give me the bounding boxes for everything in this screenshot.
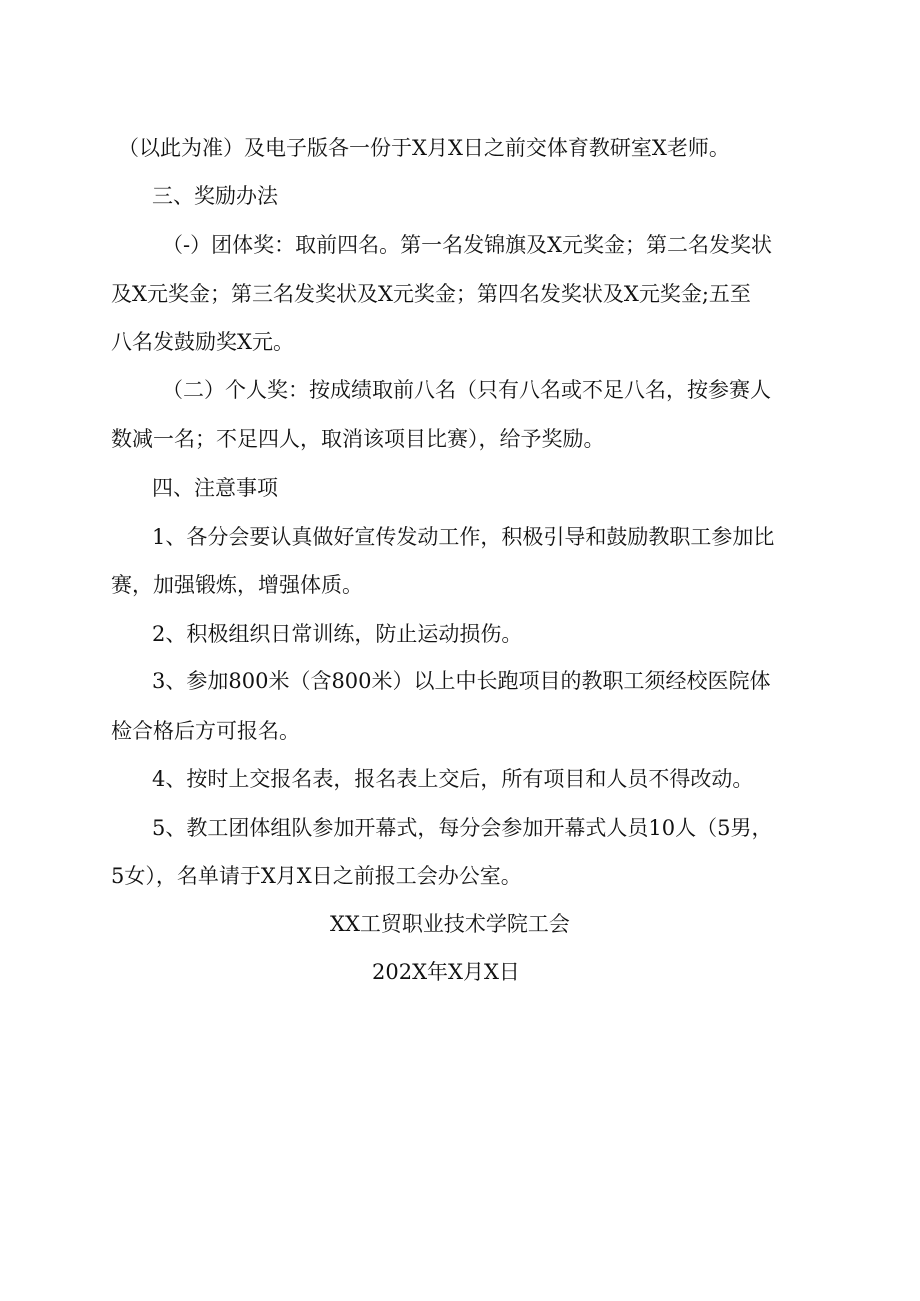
paragraph-line: 4、按时上交报名表，报名表上交后，所有项目和人员不得改动。: [152, 767, 754, 791]
paragraph-line: 5、教工团体组队参加开幕式，每分会参加开幕式人员10人（5男，: [152, 816, 773, 840]
paragraph-line: （-）团体奖：取前四名。第一名发锦旗及X元奖金；第二名发奖状: [162, 233, 773, 257]
paragraph-line: 检合格后方可报名。: [111, 719, 300, 743]
paragraph-line: 及X元奖金；第三名发奖状及X元奖金；第四名发奖状及X元奖金;五至: [111, 282, 751, 306]
section-heading: 四、注意事项: [152, 476, 278, 500]
paragraph-line: 3、参加800米（含800米）以上中长跑项目的教职工须经校医院体: [152, 669, 771, 693]
signature-organization: XX工贸职业技术学院工会: [330, 912, 570, 936]
paragraph-line: 2、积极组织日常训练，防止运动损伤。: [152, 622, 523, 646]
paragraph-line: （二）个人奖：按成绩取前八名（只有八名或不足八名，按参赛人: [162, 378, 771, 402]
paragraph-line: 赛，加强锻炼，增强体质。: [111, 573, 363, 597]
paragraph-line: 数减一名；不足四人，取消该项目比赛），给予奖励。: [111, 427, 605, 451]
section-heading: 三、奖励办法: [152, 184, 278, 208]
paragraph-line: 5女），名单请于X月X日之前报工会办公室。: [111, 864, 522, 888]
paragraph-line: 八名发鼓励奖X元。: [111, 330, 294, 354]
paragraph-line: 1、各分会要认真做好宣传发动工作，积极引导和鼓励教职工参加比: [152, 525, 775, 549]
paragraph-line: （以此为准）及电子版各一份于X月X日之前交体育教研室X老师。: [118, 136, 730, 160]
signature-date: 202X年X月X日: [372, 960, 520, 984]
